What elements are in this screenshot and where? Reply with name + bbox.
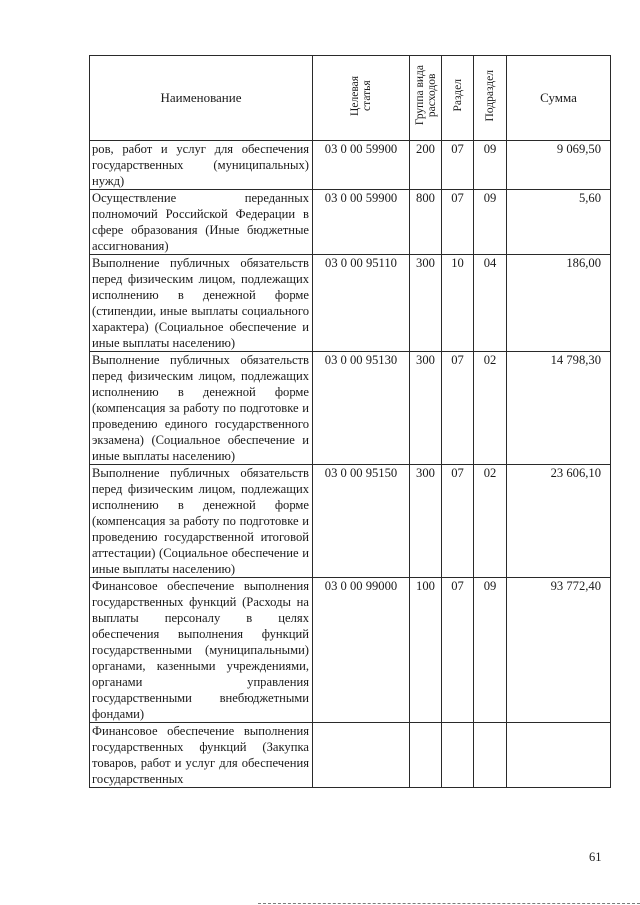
row-subsection-cell [474,465,507,578]
row-amount-cell [507,190,611,255]
row-subsection-cell [474,578,507,723]
header-target-article: Целевая статья [313,56,410,141]
row-section-cell [442,723,474,788]
row-name-cell [90,141,313,190]
row-section-cell [442,255,474,352]
row-group: 200 [416,142,435,156]
row-subsection: 04 [483,256,497,270]
row-code-cell [313,352,410,465]
row-amount: 9 069,50 [556,142,601,156]
row-subsection: 09 [483,191,497,205]
row-code-cell [313,465,410,578]
row-code: 03 0 00 59900 [324,191,398,205]
row-name-cell [90,190,313,255]
row-group: 300 [416,256,435,270]
row-amount: 5,60 [578,191,601,205]
page-number: 61 [589,850,602,864]
row-group-cell [410,578,442,723]
row-code: 03 0 00 99000 [324,579,398,593]
row-amount: 23 606,10 [550,466,601,480]
row-amount: 93 772,40 [550,579,601,593]
row-subsection: 02 [483,466,497,480]
header-subsection: Подраздел [474,56,507,141]
row-group: 800 [416,191,435,205]
row-name-cell [90,255,313,352]
row-section-cell [442,578,474,723]
row-group-cell [410,352,442,465]
header-name: Наименование [90,56,313,141]
table-row [90,141,611,190]
row-code-cell [313,190,410,255]
row-name-cell [90,723,313,788]
row-code-cell [313,578,410,723]
row-group: 100 [416,579,435,593]
row-subsection: 09 [483,142,497,156]
row-name: Финансовое обеспечение выполнения государственных функций (Расходы на выплаты персоналу в целях обеспечения выполнения функций государственными (муниципальными) органами, казенными учреждениями, органами управления государственными внебюджетными фондами) [92,579,309,721]
row-subsection-cell [474,190,507,255]
row-name: Выполнение публичных обязательств перед физическим лицом, подлежащих исполнению в денежной форме (компенсация за работу по подготовке и проведению единого государственного экзамена) (Социальное обеспечение и иные выплаты населению) [92,353,309,463]
row-subsection-cell [474,255,507,352]
header-expense-group: Группа вида расходов [410,56,442,141]
row-name: Осуществление переданных полномочий Российской Федерации в сфере образования (Иные бюджетные ассигнования) [92,191,309,253]
row-code-cell [313,141,410,190]
row-name: ров, работ и услуг для обеспечения государственных (муниципальных) нужд) [92,142,309,188]
row-section-cell [442,141,474,190]
row-group-cell [410,190,442,255]
page-bottom-rule [258,903,640,904]
row-name: Выполнение публичных обязательств перед физическим лицом, подлежащих исполнению в денежной форме (компенсация за работу по подготовке и проведению государственной итоговой аттестации) (Социальное обеспечение и иные выплаты населению) [92,466,309,576]
row-group-cell [410,465,442,578]
row-section-cell [442,465,474,578]
row-amount-cell [507,352,611,465]
row-amount-cell [507,255,611,352]
table-row [90,465,611,578]
table-header-row [90,56,611,141]
row-group-cell [410,141,442,190]
row-section: 07 [451,353,464,367]
row-amount: 186,00 [566,256,601,270]
row-amount: 14 798,30 [550,353,601,367]
header-amount: Сумма [507,56,611,141]
row-section: 07 [451,579,464,593]
header-section: Раздел [442,56,474,141]
row-group-cell [410,723,442,788]
row-name-cell [90,465,313,578]
table-row [90,352,611,465]
row-code: 03 0 00 95130 [324,353,398,367]
row-code-cell [313,723,410,788]
row-section-cell [442,352,474,465]
row-subsection-cell [474,723,507,788]
row-subsection-cell [474,352,507,465]
row-group: 300 [416,353,435,367]
row-section: 10 [451,256,464,270]
budget-table [89,55,611,788]
row-name: Выполнение публичных обязательств перед физическим лицом, подлежащих исполнению в денежной форме (стипендии, иные выплаты социального характера) (Социальное обеспечение и иные выплаты населению) [92,256,309,350]
row-name: Финансовое обеспечение выполнения государственных функций (Закупка товаров, работ и услуг для обеспечения государственных [92,724,309,786]
row-code: 03 0 00 95150 [324,466,398,480]
row-amount-cell [507,465,611,578]
table-row [90,578,611,723]
row-name-cell [90,352,313,465]
row-amount-cell [507,141,611,190]
row-amount-cell [507,578,611,723]
row-section: 07 [451,142,464,156]
row-group-cell [410,255,442,352]
row-subsection: 09 [483,579,497,593]
table-row [90,190,611,255]
table-row [90,723,611,788]
table-row [90,255,611,352]
row-code: 03 0 00 95110 [325,256,397,270]
row-name-cell [90,578,313,723]
row-code-cell [313,255,410,352]
row-subsection-cell [474,141,507,190]
row-section: 07 [451,191,464,205]
row-section: 07 [451,466,464,480]
row-amount-cell [507,723,611,788]
row-subsection: 02 [483,353,497,367]
row-code: 03 0 00 59900 [324,142,398,156]
row-section-cell [442,190,474,255]
row-group: 300 [416,466,435,480]
